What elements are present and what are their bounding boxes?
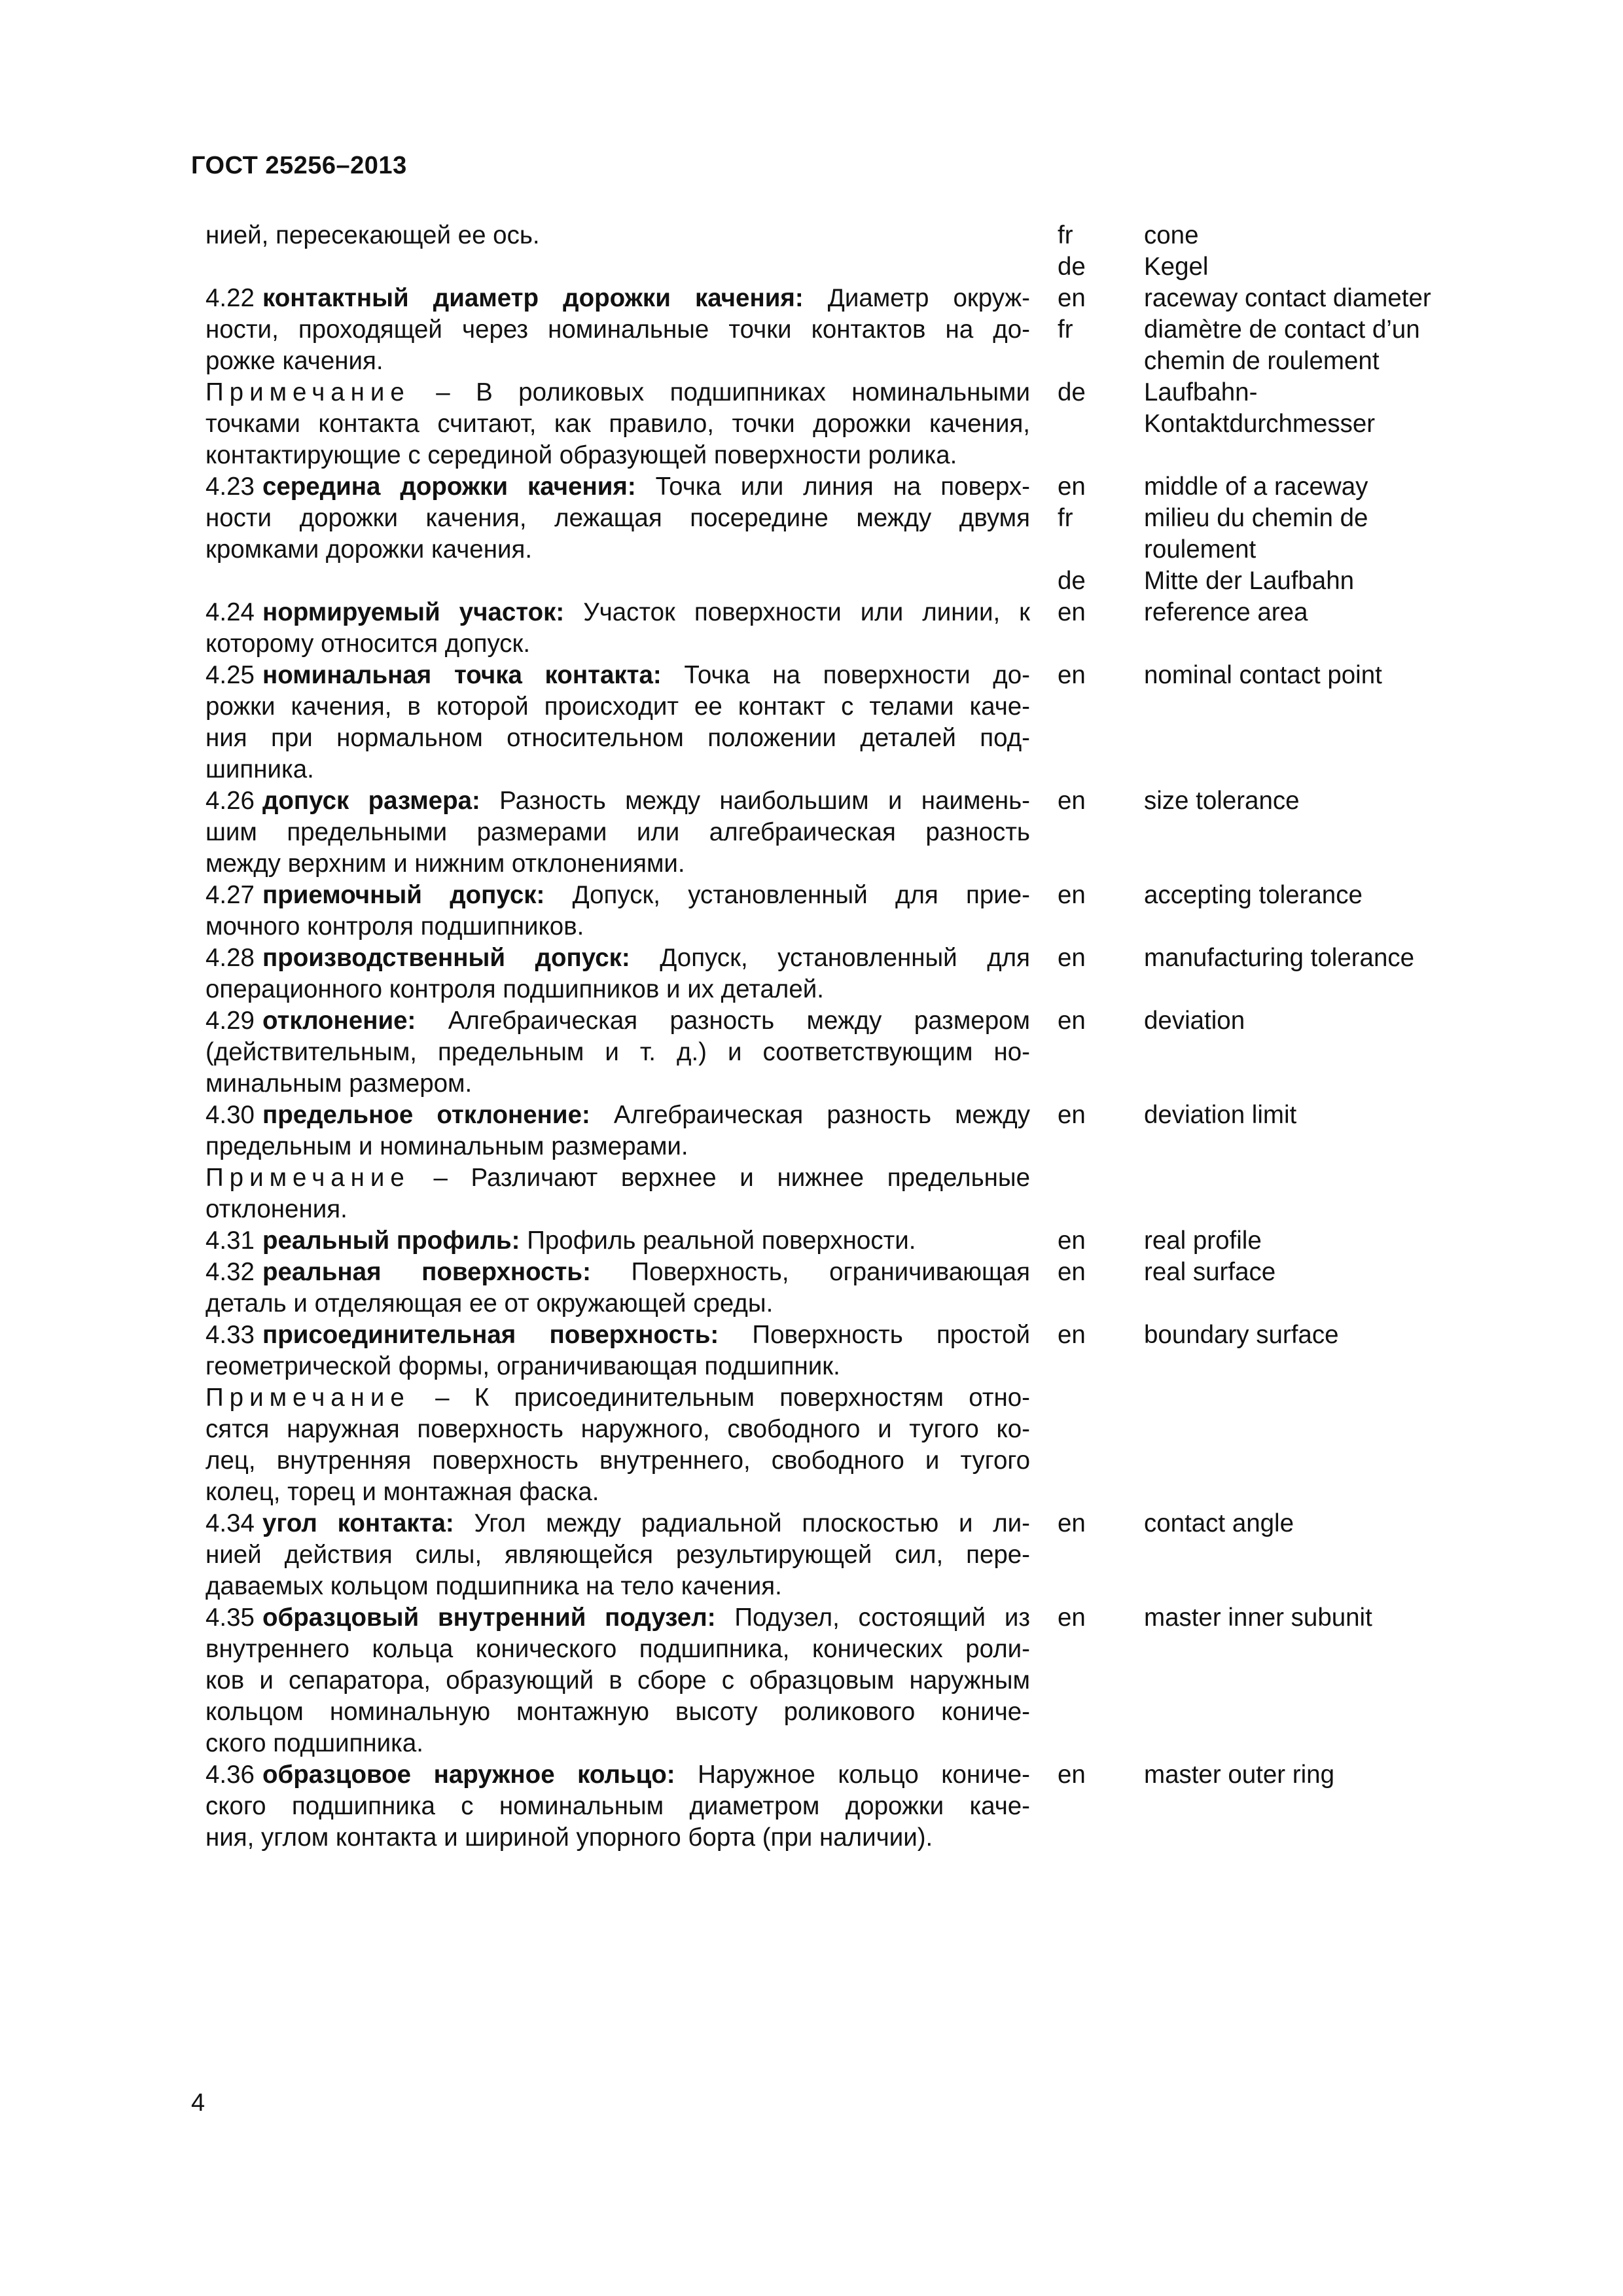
term-row (205, 1100, 1469, 1162)
language-code: fr (1058, 315, 1073, 344)
term-row (205, 283, 1469, 377)
definition-text (205, 1100, 1030, 1162)
language-codes (1058, 1602, 1144, 1634)
term-row (205, 1319, 1469, 1382)
definition-text (205, 1602, 1030, 1759)
line-text: мочного контроля подшипников. (205, 912, 584, 941)
line-text: сятся наружная поверхность наружного, свободного и тугого ко- (205, 1415, 1030, 1443)
foreign-terms (1144, 785, 1469, 817)
line-text: лец, внутренняя поверхность внутреннего, свободного и тугого (205, 1446, 1030, 1475)
foreign-term: size tolerance (1144, 787, 1300, 815)
foreign-term: roulement (1144, 535, 1257, 564)
note-row (205, 377, 1469, 471)
line-text: ности, проходящей через номинальные точки контактов на до- (205, 315, 1030, 344)
language-code: en (1058, 661, 1086, 689)
language-codes (1058, 1225, 1144, 1257)
language-codes (1058, 1100, 1144, 1131)
language-codes (1058, 785, 1144, 817)
term-name: номинальная точка контакта: (262, 661, 662, 689)
term-row (205, 1225, 1469, 1257)
definition-text (205, 1508, 1030, 1602)
line-text: шипника. (205, 755, 314, 783)
line-text: которому относится допуск. (205, 630, 531, 658)
text-line (205, 1508, 1030, 1539)
line-text: ности дорожки качения, лежащая посередине между двумя (205, 504, 1030, 532)
definition-text (205, 1225, 1030, 1257)
foreign-terms (1144, 597, 1469, 628)
line-text: внутреннего кольца конического подшипника, конических роли- (205, 1635, 1030, 1663)
term-name: угол контакта: (262, 1509, 454, 1537)
foreign-term: Kontaktdurchmesser (1144, 410, 1376, 438)
term-number: 4.33 (205, 1321, 255, 1349)
foreign-term: Kegel (1144, 253, 1209, 281)
term-row (205, 942, 1469, 1005)
line-text: Алгебраическая разность между (590, 1101, 1030, 1129)
language-codes (1058, 471, 1144, 597)
foreign-term: nominal contact point (1144, 661, 1382, 689)
term-row (205, 471, 1469, 597)
text-line (205, 817, 1030, 848)
foreign-terms (1144, 1759, 1469, 1791)
note-text (205, 1382, 1030, 1508)
foreign-term: master inner subunit (1144, 1604, 1372, 1632)
foreign-terms (1144, 377, 1469, 440)
line-text: Допуск, установленный для прие- (544, 881, 1030, 909)
term-name: реальный профиль: (262, 1227, 520, 1255)
line-text: нией действия силы, являющейся результирующей сил, пере- (205, 1541, 1030, 1569)
term-row (205, 1257, 1469, 1319)
term-number: 4.31 (205, 1227, 255, 1255)
term-number: 4.25 (205, 661, 255, 689)
term-number: 4.36 (205, 1761, 255, 1789)
line-text: Допуск, установленный для (630, 944, 1030, 972)
foreign-terms (1144, 1508, 1469, 1539)
term-name: образцовый внутренний подузел: (262, 1604, 716, 1632)
language-code: en (1058, 1227, 1086, 1255)
term-number: 4.22 (205, 284, 255, 312)
note-row (205, 1162, 1469, 1225)
language-code (1058, 346, 1144, 377)
term-name: контактный диаметр дорожки качения: (262, 284, 804, 312)
language-codes (1058, 1319, 1144, 1351)
term-number: 4.34 (205, 1509, 255, 1537)
line-text: рожки качения, в которой происходит ее контакт с телами каче- (205, 692, 1030, 721)
definition-text (205, 597, 1030, 660)
text-line (205, 597, 1030, 628)
note-text (205, 377, 1030, 471)
term-number: 4.29 (205, 1007, 255, 1035)
term-row (205, 660, 1469, 785)
text-line (205, 974, 1030, 1005)
definition-text (205, 1257, 1030, 1319)
text-line (205, 754, 1030, 785)
term-number: 4.26 (205, 787, 255, 815)
language-code: fr (1058, 221, 1073, 249)
text-line (205, 1351, 1030, 1382)
line-text: – Различают верхнее и нижнее предельные (410, 1164, 1030, 1192)
term-name: реальная поверхность: (262, 1258, 591, 1286)
definition-text (205, 283, 1030, 377)
term-number: 4.23 (205, 473, 255, 501)
line-text: точками контакта считают, как правило, точки дорожки качения, (205, 410, 1030, 438)
term-name: отклонение: (262, 1007, 416, 1035)
foreign-terms (1144, 1319, 1469, 1351)
term-name: приемочный допуск: (262, 881, 545, 909)
foreign-term: real profile (1144, 1227, 1262, 1255)
line-text: Подузел, состоящий из (715, 1604, 1030, 1632)
line-text: Алгебраическая разность между размером (416, 1007, 1030, 1035)
language-codes (1058, 1508, 1144, 1539)
line-text: отклонения. (205, 1195, 348, 1223)
term-row (205, 880, 1469, 942)
text-line (205, 1100, 1030, 1131)
foreign-terms (1144, 1100, 1469, 1131)
text-line (205, 1696, 1030, 1728)
language-codes (1058, 220, 1144, 283)
line-text: – К присоединительным поверхностям отно- (410, 1384, 1030, 1412)
page-number: 4 (191, 2089, 205, 2117)
line-text: операционного контроля подшипников и их деталей. (205, 975, 824, 1003)
language-codes (1058, 377, 1144, 440)
line-text: Поверхность, ограничивающая (590, 1258, 1030, 1286)
language-code: en (1058, 1509, 1086, 1537)
text-line (205, 1194, 1030, 1225)
text-line (205, 1791, 1030, 1822)
term-number: 4.30 (205, 1101, 255, 1129)
term-row (205, 1508, 1469, 1602)
line-text: Точка на поверхности до- (661, 661, 1030, 689)
note-text (205, 1162, 1030, 1225)
term-number: 4.35 (205, 1604, 255, 1632)
foreign-term: Mitte der Laufbahn (1144, 567, 1355, 595)
text-line (205, 723, 1030, 754)
term-number: 4.27 (205, 881, 255, 909)
line-text: Наружное кольцо кониче- (675, 1761, 1030, 1789)
text-line (205, 1602, 1030, 1634)
foreign-terms (1144, 471, 1469, 597)
foreign-terms (1144, 880, 1469, 911)
definition-text (205, 785, 1030, 880)
term-name: образцовое наружное кольцо: (262, 1761, 675, 1789)
foreign-terms (1144, 1602, 1469, 1634)
text-line (205, 1068, 1030, 1100)
text-line (205, 1728, 1030, 1759)
foreign-term: deviation limit (1144, 1101, 1297, 1129)
definition-text (205, 1759, 1030, 1854)
term-row (205, 1602, 1469, 1759)
foreign-term: contact angle (1144, 1509, 1294, 1537)
definition-text (205, 1005, 1030, 1100)
term-row (205, 597, 1469, 660)
term-list (205, 220, 1469, 1854)
term-number: 4.32 (205, 1258, 255, 1286)
line-text: ков и сепаратора, образующий в сборе с образцовым наружным (205, 1666, 1030, 1695)
line-text: (действительным, предельным и т. д.) и соответствующим но- (205, 1038, 1030, 1066)
definition-text (205, 471, 1030, 565)
line-text: Диаметр окруж- (803, 284, 1030, 312)
language-codes (1058, 283, 1144, 377)
term-name: середина дорожки качения: (262, 473, 636, 501)
text-line (205, 1822, 1030, 1854)
language-codes (1058, 660, 1144, 691)
foreign-term: master outer ring (1144, 1761, 1335, 1789)
language-code: en (1058, 1258, 1086, 1286)
foreign-terms (1144, 1005, 1469, 1037)
text-line (205, 1634, 1030, 1665)
definition-text (205, 220, 1030, 251)
text-line (205, 911, 1030, 942)
line-text: ния при нормальном относительном положении деталей под- (205, 724, 1030, 752)
foreign-term: middle of a raceway (1144, 473, 1368, 501)
language-codes (1058, 1759, 1144, 1791)
foreign-term: cone (1144, 221, 1199, 249)
line-text: рожке качения. (205, 347, 383, 375)
line-text: колец, торец и монтажная фаска. (205, 1478, 599, 1506)
language-codes (1058, 597, 1144, 628)
line-text: Разность между наибольшим и наимень- (480, 787, 1030, 815)
note-label: Примечание (205, 1384, 410, 1412)
language-code: en (1058, 787, 1086, 815)
line-text: Точка или линия на поверх- (635, 473, 1030, 501)
text-line (205, 1759, 1030, 1791)
text-line (205, 785, 1030, 817)
language-code: en (1058, 1321, 1086, 1349)
foreign-term: boundary surface (1144, 1321, 1339, 1349)
language-code: de (1058, 567, 1086, 595)
note-row (205, 1382, 1469, 1508)
line-text: нией, пересекающей ее ось. (205, 221, 540, 249)
document-header: ГОСТ 25256–2013 (191, 152, 407, 179)
foreign-term: deviation (1144, 1007, 1245, 1035)
text-line (205, 1539, 1030, 1571)
line-text: контактирующие с серединой образующей поверхности ролика. (205, 441, 957, 469)
text-line (205, 660, 1030, 691)
text-line (205, 1037, 1030, 1068)
line-text: Угол между радиальной плоскостью и ли- (454, 1509, 1031, 1537)
language-code: en (1058, 473, 1086, 501)
text-line (205, 471, 1030, 503)
text-line (205, 848, 1030, 880)
line-text: Профиль реальной поверхности. (520, 1227, 916, 1255)
line-text: минальным размером. (205, 1069, 473, 1098)
term-number: 4.28 (205, 944, 255, 972)
foreign-term: accepting tolerance (1144, 881, 1363, 909)
line-text: ния, углом контакта и шириной упорного борта (при наличии). (205, 1823, 933, 1852)
foreign-terms (1144, 1257, 1469, 1288)
text-line (205, 346, 1030, 377)
line-text: геометрической формы, ограничивающая подшипник. (205, 1352, 840, 1380)
language-codes (1058, 942, 1144, 974)
text-line (205, 220, 1030, 251)
language-code (1058, 534, 1144, 565)
text-line (205, 1288, 1030, 1319)
language-code: en (1058, 1007, 1086, 1035)
text-line (205, 408, 1030, 440)
language-code: en (1058, 1761, 1086, 1789)
text-line (205, 1414, 1030, 1445)
foreign-term: diamètre de contact d’un (1144, 315, 1420, 344)
definition-text (205, 942, 1030, 1005)
line-text: кромками дорожки качения. (205, 535, 533, 564)
text-line (205, 691, 1030, 723)
text-line (205, 503, 1030, 534)
language-code: en (1058, 284, 1086, 312)
language-codes (1058, 880, 1144, 911)
text-line (205, 1162, 1030, 1194)
term-name: допуск размера: (262, 787, 480, 815)
language-code: fr (1058, 504, 1073, 532)
foreign-terms (1144, 220, 1469, 283)
term-row (205, 1005, 1469, 1100)
term-name: нормируемый участок: (262, 598, 565, 626)
line-text: предельным и номинальным размерами. (205, 1132, 688, 1160)
foreign-term: Laufbahn- (1144, 378, 1258, 406)
language-code: en (1058, 598, 1086, 626)
definition-text (205, 880, 1030, 942)
line-text: ского подшипника с номинальным диаметром дорожки каче- (205, 1792, 1030, 1820)
foreign-term: chemin de roulement (1144, 347, 1380, 375)
term-name: предельное отклонение: (262, 1101, 590, 1129)
line-text: – В роликовых подшипниках номинальными (410, 378, 1030, 406)
text-line (205, 1319, 1030, 1351)
text-line (205, 283, 1030, 314)
term-name: присоединительная поверхность: (262, 1321, 719, 1349)
definition-text (205, 1319, 1030, 1382)
text-line (205, 377, 1030, 408)
text-line (205, 534, 1030, 565)
foreign-term: reference area (1144, 598, 1308, 626)
foreign-terms (1144, 283, 1469, 377)
text-line (205, 1131, 1030, 1162)
language-code: de (1058, 378, 1086, 406)
text-line (205, 314, 1030, 346)
text-line (205, 1665, 1030, 1696)
text-line (205, 1571, 1030, 1602)
foreign-terms (1144, 1225, 1469, 1257)
text-line (205, 942, 1030, 974)
foreign-term: manufacturing tolerance (1144, 944, 1415, 972)
text-line (205, 1225, 1030, 1257)
language-code: en (1058, 1604, 1086, 1632)
line-text: Участок поверхности или линии, к (564, 598, 1030, 626)
line-text: Поверхность простой (719, 1321, 1030, 1349)
language-code (1058, 408, 1144, 440)
line-text: ского подшипника. (205, 1729, 423, 1757)
language-code: en (1058, 1101, 1086, 1129)
term-row (205, 220, 1469, 283)
definition-text (205, 660, 1030, 785)
foreign-term: raceway contact diameter (1144, 284, 1431, 312)
note-label: Примечание (205, 1164, 410, 1192)
term-name: производственный допуск: (262, 944, 630, 972)
foreign-term: real surface (1144, 1258, 1276, 1286)
foreign-term: milieu du chemin de (1144, 504, 1368, 532)
language-code: de (1058, 253, 1086, 281)
text-line (205, 880, 1030, 911)
term-row (205, 785, 1469, 880)
foreign-terms (1144, 942, 1469, 974)
line-text: кольцом номинальную монтажную высоту роликового кониче- (205, 1698, 1030, 1726)
text-line (205, 1005, 1030, 1037)
language-code: en (1058, 881, 1086, 909)
line-text: между верхним и нижним отклонениями. (205, 850, 685, 878)
line-text: даваемых кольцом подшипника на тело качения. (205, 1572, 782, 1600)
line-text: деталь и отделяющая ее от окружающей среды. (205, 1289, 774, 1318)
text-line (205, 1257, 1030, 1288)
term-row (205, 1759, 1469, 1854)
text-line (205, 440, 1030, 471)
term-number: 4.24 (205, 598, 255, 626)
note-label: Примечание (205, 378, 410, 406)
text-line (205, 628, 1030, 660)
text-line (205, 1477, 1030, 1508)
text-line (205, 1445, 1030, 1477)
line-text: шим предельными размерами или алгебраическая разность (205, 818, 1030, 846)
text-line (205, 1382, 1030, 1414)
language-codes (1058, 1005, 1144, 1037)
foreign-terms (1144, 660, 1469, 691)
language-code: en (1058, 944, 1086, 972)
language-codes (1058, 1257, 1144, 1288)
